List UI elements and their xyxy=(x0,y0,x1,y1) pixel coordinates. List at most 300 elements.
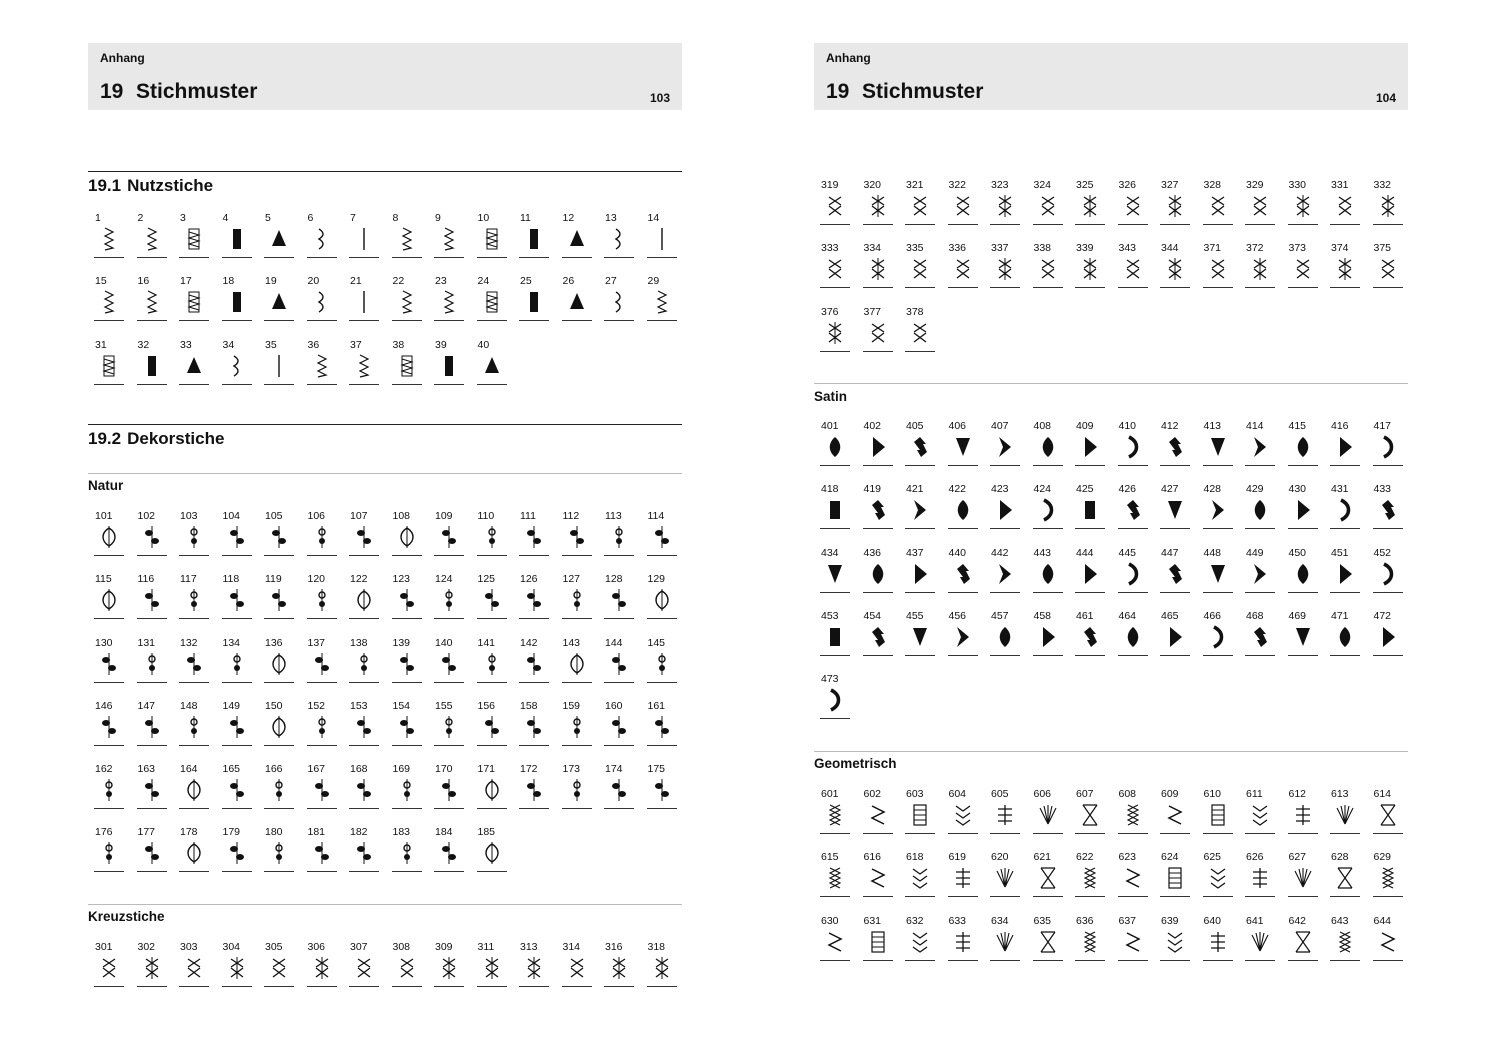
stitch-pattern-39 xyxy=(434,339,464,385)
stitch-number: 31 xyxy=(95,338,107,351)
stitch-number: 454 xyxy=(863,609,882,622)
stitch-icon xyxy=(1293,802,1313,828)
stitch-number: 25 xyxy=(520,275,532,288)
stitch-icon xyxy=(397,840,417,866)
stitch-pattern-108 xyxy=(392,510,422,556)
stitch-number: 164 xyxy=(180,763,198,776)
stitch-number: 109 xyxy=(435,510,453,522)
stitch-icon xyxy=(868,497,888,523)
stitch-pattern-324 xyxy=(1033,179,1063,225)
stitch-pattern-162 xyxy=(94,763,124,809)
stitch-pattern-616 xyxy=(863,851,893,897)
stitch-icon xyxy=(1250,929,1270,955)
stitch-pattern-173 xyxy=(562,763,592,809)
page-header xyxy=(88,43,682,110)
stitch-pattern-641 xyxy=(1245,915,1275,961)
stitch-icon xyxy=(312,840,332,866)
stitch-icon xyxy=(312,587,332,613)
stitch-pattern-105 xyxy=(264,510,294,556)
stitch-number: 626 xyxy=(1246,851,1264,864)
stitch-number: 343 xyxy=(1118,242,1137,255)
stitch-number: 635 xyxy=(1033,914,1052,927)
subsection-title-geometrisch: Geometrisch xyxy=(814,756,897,771)
stitch-icon xyxy=(184,587,204,613)
stitch-icon xyxy=(227,651,247,677)
stitch-number: 166 xyxy=(265,763,283,776)
page-header xyxy=(814,43,1408,110)
stitch-pattern-160 xyxy=(604,700,634,746)
stitch-number: 402 xyxy=(863,420,882,432)
stitch-pattern-154 xyxy=(392,700,422,746)
stitch-number: 442 xyxy=(991,546,1009,559)
stitch-pattern-377 xyxy=(863,306,893,352)
stitch-number: 11 xyxy=(520,212,531,224)
stitch-pattern-31 xyxy=(94,339,124,385)
stitch-pattern-129 xyxy=(647,573,677,619)
stitch-pattern-106 xyxy=(307,510,337,556)
stitch-pattern-644 xyxy=(1373,915,1403,961)
stitch-number: 174 xyxy=(605,763,623,776)
stitch-icon xyxy=(482,226,502,252)
stitch-pattern-371 xyxy=(1203,242,1233,288)
stitch-icon xyxy=(1208,624,1228,650)
stitch-icon xyxy=(995,193,1015,219)
stitch-pattern-307 xyxy=(349,941,379,987)
stitch-pattern-378 xyxy=(905,306,935,352)
stitch-icon xyxy=(1293,561,1313,587)
stitch-icon xyxy=(482,524,502,550)
stitch-icon xyxy=(1378,193,1398,219)
stitch-number: 136 xyxy=(265,636,283,649)
stitch-pattern-316 xyxy=(604,941,634,987)
stitch-icon xyxy=(1293,865,1313,891)
stitch-icon xyxy=(184,955,204,981)
stitch-number: 119 xyxy=(265,573,282,586)
stitch-pattern-152 xyxy=(307,700,337,746)
stitch-number: 6 xyxy=(307,212,314,224)
stitch-number: 428 xyxy=(1203,483,1222,496)
stitch-pattern-609 xyxy=(1160,788,1190,834)
stitch-pattern-428 xyxy=(1203,483,1233,529)
page-number: 103 xyxy=(649,91,670,105)
stitch-number: 307 xyxy=(350,941,368,953)
stitch-icon xyxy=(1335,929,1355,955)
stitch-pattern-130 xyxy=(94,637,124,683)
stitch-pattern-40 xyxy=(477,339,507,385)
stitch-icon xyxy=(953,434,973,460)
stitch-icon xyxy=(609,289,629,315)
stitch-pattern-458 xyxy=(1033,610,1063,656)
stitch-number: 150 xyxy=(265,699,283,712)
stitch-number: 303 xyxy=(180,941,198,953)
stitch-pattern-114 xyxy=(647,510,677,556)
stitch-icon xyxy=(1165,434,1185,460)
stitch-number: 344 xyxy=(1161,242,1179,255)
stitch-pattern-335 xyxy=(905,242,935,288)
stitch-icon xyxy=(995,561,1015,587)
stitch-number: 178 xyxy=(180,826,198,839)
stitch-number: 184 xyxy=(435,826,453,839)
stitch-pattern-301 xyxy=(94,941,124,987)
stitch-pattern-633 xyxy=(948,915,978,961)
stitch-pattern-150 xyxy=(264,700,294,746)
stitch-icon xyxy=(439,353,459,379)
stitch-icon xyxy=(825,320,845,346)
stitch-number: 123 xyxy=(392,573,411,586)
stitch-number: 632 xyxy=(906,914,924,927)
stitch-number: 424 xyxy=(1033,483,1052,496)
stitch-icon xyxy=(1165,624,1185,650)
stitch-number: 181 xyxy=(307,826,326,839)
stitch-icon xyxy=(567,955,587,981)
stitch-number: 128 xyxy=(605,573,623,586)
stitch-number: 152 xyxy=(307,699,326,712)
stitch-icon xyxy=(1378,624,1398,650)
stitch-pattern-33 xyxy=(179,339,209,385)
stitch-number: 436 xyxy=(863,546,882,559)
stitch-icon xyxy=(184,289,204,315)
stitch-pattern-142 xyxy=(519,637,549,683)
stitch-pattern-405 xyxy=(905,420,935,466)
stitch-icon xyxy=(1038,561,1058,587)
stitch-icon xyxy=(1208,802,1228,828)
stitch-number: 4 xyxy=(222,212,229,224)
stitch-pattern-606 xyxy=(1033,788,1063,834)
stitch-number: 448 xyxy=(1203,546,1222,559)
stitch-icon xyxy=(1123,193,1143,219)
stitch-pattern-305 xyxy=(264,941,294,987)
stitch-icon xyxy=(1165,193,1185,219)
stitch-number: 606 xyxy=(1033,788,1052,800)
stitch-pattern-175 xyxy=(647,763,677,809)
stitch-number: 624 xyxy=(1161,851,1179,864)
stitch-number: 643 xyxy=(1331,914,1349,927)
stitch-number: 468 xyxy=(1246,609,1264,622)
stitch-number: 127 xyxy=(562,573,581,586)
stitch-number: 414 xyxy=(1246,420,1264,432)
stitch-icon xyxy=(312,226,332,252)
stitch-number: 180 xyxy=(265,826,283,839)
stitch-icon xyxy=(312,955,332,981)
stitch-pattern-147 xyxy=(137,700,167,746)
stitch-pattern-329 xyxy=(1245,179,1275,225)
stitch-icon xyxy=(397,524,417,550)
stitch-icon xyxy=(1293,193,1313,219)
stitch-pattern-126 xyxy=(519,573,549,619)
stitch-icon xyxy=(652,777,672,803)
stitch-icon xyxy=(567,587,587,613)
stitch-icon xyxy=(524,651,544,677)
section-number: 19.1 xyxy=(88,176,122,195)
stitch-pattern-159 xyxy=(562,700,592,746)
stitch-icon xyxy=(354,651,374,677)
stitch-number: 425 xyxy=(1076,483,1094,496)
stitch-number: 169 xyxy=(392,763,411,776)
stitch-pattern-408 xyxy=(1033,420,1063,466)
stitch-pattern-421 xyxy=(905,483,935,529)
stitch-pattern-21 xyxy=(349,275,379,321)
stitch-icon xyxy=(142,353,162,379)
stitch-number: 429 xyxy=(1246,483,1264,496)
stitch-number: 456 xyxy=(948,609,967,622)
stitch-pattern-309 xyxy=(434,941,464,987)
stitch-pattern-610 xyxy=(1203,788,1233,834)
stitch-number: 129 xyxy=(647,573,666,586)
stitch-pattern-177 xyxy=(137,826,167,872)
stitch-icon xyxy=(354,353,374,379)
stitch-pattern-429 xyxy=(1245,483,1275,529)
stitch-icon xyxy=(953,497,973,523)
stitch-number: 36 xyxy=(307,338,320,351)
stitch-pattern-637 xyxy=(1118,915,1148,961)
stitch-icon xyxy=(1293,434,1313,460)
stitch-pattern-621 xyxy=(1033,851,1063,897)
stitch-icon xyxy=(99,289,119,315)
stitch-icon xyxy=(1335,865,1355,891)
stitch-number: 413 xyxy=(1203,420,1222,432)
stitch-number: 183 xyxy=(392,826,411,839)
stitch-icon xyxy=(1250,624,1270,650)
stitch-pattern-622 xyxy=(1075,851,1105,897)
stitch-number: 410 xyxy=(1118,420,1137,432)
stitch-icon xyxy=(482,651,502,677)
stitch-pattern-318 xyxy=(647,941,677,987)
stitch-pattern-643 xyxy=(1330,915,1360,961)
stitch-number: 101 xyxy=(95,510,113,522)
stitch-pattern-149 xyxy=(222,700,252,746)
stitch-icon xyxy=(312,353,332,379)
stitch-pattern-111 xyxy=(519,510,549,556)
stitch-icon xyxy=(1250,802,1270,828)
stitch-pattern-13 xyxy=(604,212,634,258)
stitch-number: 615 xyxy=(821,851,839,864)
stitch-pattern-5 xyxy=(264,212,294,258)
stitch-icon xyxy=(184,651,204,677)
stitch-pattern-8 xyxy=(392,212,422,258)
stitch-number: 104 xyxy=(222,510,241,522)
stitch-number: 610 xyxy=(1203,788,1222,800)
stitch-number: 328 xyxy=(1203,179,1222,191)
stitch-pattern-333 xyxy=(820,242,850,288)
stitch-icon xyxy=(1335,434,1355,460)
stitch-icon xyxy=(184,777,204,803)
subsection-title-kreuzstiche: Kreuzstiche xyxy=(88,909,165,924)
stitch-number: 37 xyxy=(350,338,362,351)
stitch-number: 148 xyxy=(180,699,198,712)
stitch-icon xyxy=(99,714,119,740)
stitch-number: 319 xyxy=(821,179,839,191)
stitch-icon xyxy=(354,955,374,981)
stitch-pattern-468 xyxy=(1245,610,1275,656)
stitch-icon xyxy=(652,955,672,981)
stitch-pattern-423 xyxy=(990,483,1020,529)
stitch-icon xyxy=(1123,802,1143,828)
stitch-number: 431 xyxy=(1331,483,1349,496)
stitch-icon xyxy=(825,865,845,891)
stitch-number: 607 xyxy=(1076,788,1094,800)
stitch-icon xyxy=(1250,193,1270,219)
stitch-number: 327 xyxy=(1161,179,1179,191)
stitch-icon xyxy=(184,524,204,550)
stitch-number: 461 xyxy=(1076,609,1094,622)
stitch-number: 421 xyxy=(906,483,924,496)
stitch-number: 318 xyxy=(647,941,666,953)
stitch-pattern-15 xyxy=(94,275,124,321)
stitch-icon xyxy=(312,651,332,677)
stitch-pattern-452 xyxy=(1373,547,1403,593)
stitch-pattern-181 xyxy=(307,826,337,872)
stitch-pattern-1 xyxy=(94,212,124,258)
stitch-number: 111 xyxy=(520,510,536,522)
stitch-number: 27 xyxy=(605,275,617,288)
stitch-number: 117 xyxy=(180,573,197,586)
stitch-number: 605 xyxy=(991,788,1009,800)
stitch-icon xyxy=(953,624,973,650)
stitch-icon xyxy=(1080,624,1100,650)
stitch-pattern-27 xyxy=(604,275,634,321)
stitch-number: 374 xyxy=(1331,242,1349,255)
stitch-icon xyxy=(1123,561,1143,587)
stitch-number: 308 xyxy=(392,941,411,953)
stitch-number: 137 xyxy=(307,636,326,649)
stitch-icon xyxy=(269,587,289,613)
stitch-pattern-113 xyxy=(604,510,634,556)
stitch-number: 409 xyxy=(1076,420,1094,432)
stitch-pattern-167 xyxy=(307,763,337,809)
stitch-icon xyxy=(1038,929,1058,955)
stitch-number: 415 xyxy=(1288,420,1307,432)
stitch-number: 472 xyxy=(1373,609,1392,622)
stitch-number: 149 xyxy=(222,699,241,712)
stitch-pattern-629 xyxy=(1373,851,1403,897)
stitch-icon xyxy=(1080,865,1100,891)
stitch-number: 179 xyxy=(222,826,241,839)
stitch-icon xyxy=(312,777,332,803)
stitch-pattern-35 xyxy=(264,339,294,385)
stitch-pattern-630 xyxy=(820,915,850,961)
stitch-number: 7 xyxy=(350,212,356,224)
stitch-icon xyxy=(439,777,459,803)
stitch-number: 24 xyxy=(477,275,490,288)
stitch-icon xyxy=(1165,561,1185,587)
stitch-icon xyxy=(354,226,374,252)
stitch-icon xyxy=(99,840,119,866)
stitch-pattern-436 xyxy=(863,547,893,593)
stitch-icon xyxy=(99,587,119,613)
stitch-icon xyxy=(354,289,374,315)
stitch-pattern-308 xyxy=(392,941,422,987)
stitch-icon xyxy=(1165,256,1185,282)
stitch-icon xyxy=(1080,256,1100,282)
stitch-icon xyxy=(227,524,247,550)
stitch-icon xyxy=(482,353,502,379)
stitch-icon xyxy=(1080,434,1100,460)
stitch-number: 613 xyxy=(1331,788,1349,800)
stitch-pattern-608 xyxy=(1118,788,1148,834)
stitch-pattern-109 xyxy=(434,510,464,556)
stitch-icon xyxy=(1293,929,1313,955)
stitch-number: 140 xyxy=(435,636,453,649)
stitch-pattern-174 xyxy=(604,763,634,809)
stitch-pattern-442 xyxy=(990,547,1020,593)
stitch-pattern-9 xyxy=(434,212,464,258)
stitch-icon xyxy=(995,497,1015,523)
stitch-icon xyxy=(227,587,247,613)
stitch-number: 324 xyxy=(1033,179,1052,191)
stitch-number: 142 xyxy=(520,636,538,649)
stitch-icon xyxy=(1250,497,1270,523)
stitch-number: 17 xyxy=(180,275,192,288)
stitch-pattern-321 xyxy=(905,179,935,225)
stitch-icon xyxy=(609,524,629,550)
stitch-icon xyxy=(825,802,845,828)
section-number: 19.2 xyxy=(88,429,122,448)
stitch-number: 440 xyxy=(948,546,967,559)
stitch-pattern-450 xyxy=(1288,547,1318,593)
stitch-pattern-466 xyxy=(1203,610,1233,656)
stitch-icon xyxy=(1335,256,1355,282)
stitch-number: 32 xyxy=(137,338,150,351)
stitch-number: 451 xyxy=(1331,546,1349,559)
stitch-number: 125 xyxy=(477,573,496,586)
stitch-icon xyxy=(184,840,204,866)
stitch-number: 106 xyxy=(307,510,326,522)
stitch-number: 408 xyxy=(1033,420,1052,432)
stitch-number: 5 xyxy=(265,212,271,224)
stitch-icon xyxy=(953,802,973,828)
stitch-icon xyxy=(482,840,502,866)
stitch-number: 642 xyxy=(1288,914,1307,927)
stitch-number: 131 xyxy=(137,636,156,649)
stitch-pattern-639 xyxy=(1160,915,1190,961)
stitch-icon xyxy=(652,226,672,252)
stitch-pattern-148 xyxy=(179,700,209,746)
stitch-pattern-12 xyxy=(562,212,592,258)
stitch-icon xyxy=(1038,434,1058,460)
stitch-icon xyxy=(825,256,845,282)
stitch-icon xyxy=(609,587,629,613)
stitch-icon xyxy=(269,840,289,866)
stitch-number: 405 xyxy=(906,420,924,432)
stitch-number: 108 xyxy=(392,510,411,522)
stitch-icon xyxy=(1165,802,1185,828)
stitch-pattern-171 xyxy=(477,763,507,809)
stitch-number: 21 xyxy=(350,275,362,288)
stitch-icon xyxy=(1335,193,1355,219)
stitch-pattern-23 xyxy=(434,275,464,321)
stitch-pattern-163 xyxy=(137,763,167,809)
stitch-number: 335 xyxy=(906,242,924,255)
stitch-pattern-628 xyxy=(1330,851,1360,897)
stitch-icon xyxy=(1123,256,1143,282)
stitch-number: 145 xyxy=(647,636,666,649)
stitch-number: 160 xyxy=(605,699,623,712)
stitch-pattern-131 xyxy=(137,637,167,683)
stitch-icon xyxy=(825,497,845,523)
stitch-icon xyxy=(269,651,289,677)
stitch-icon xyxy=(142,524,162,550)
stitch-icon xyxy=(1038,256,1058,282)
stitch-pattern-619 xyxy=(948,851,978,897)
stitch-icon xyxy=(868,434,888,460)
stitch-icon xyxy=(1208,865,1228,891)
stitch-number: 113 xyxy=(605,510,622,522)
stitch-icon xyxy=(910,624,930,650)
stitch-pattern-642 xyxy=(1288,915,1318,961)
stitch-pattern-104 xyxy=(222,510,252,556)
stitch-icon xyxy=(1378,561,1398,587)
stitch-number: 377 xyxy=(863,305,882,318)
